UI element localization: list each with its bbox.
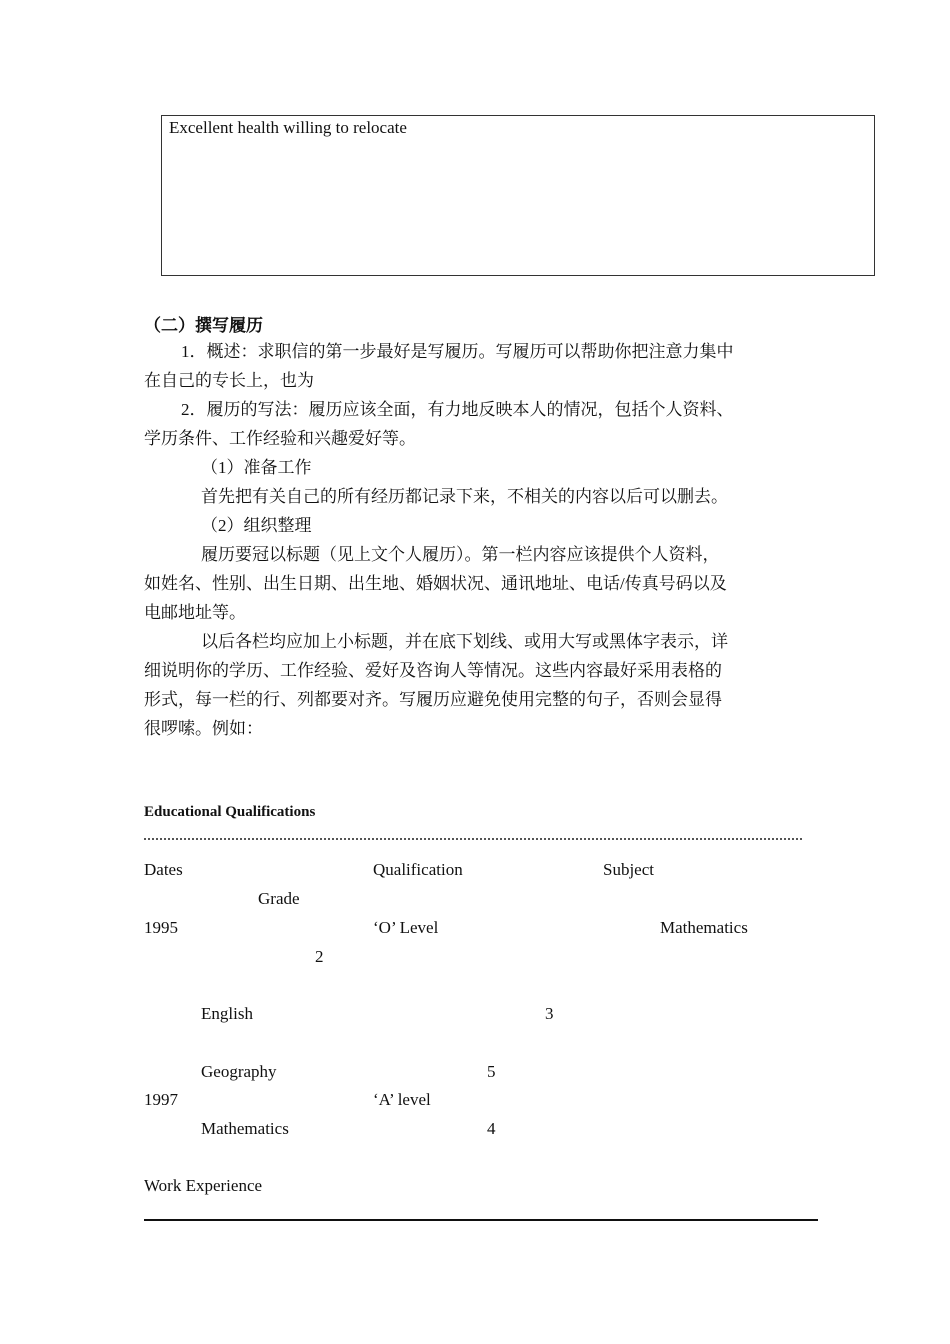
header-grade: Grade [258, 889, 300, 908]
subsection-2-title: （2）组织整理 [201, 516, 312, 535]
row-1-date: 1995 [144, 918, 178, 937]
box-text: Excellent health willing to relocate [169, 118, 407, 137]
skills-box [161, 115, 875, 276]
paragraph-4-line-3: 形式，每一栏的行、列都要对齐。写履历应避免使用完整的句子，否则会显得 [144, 690, 722, 709]
header-subject: Subject [603, 860, 654, 879]
row-2-grade: 3 [545, 1004, 554, 1023]
education-divider [144, 838, 802, 840]
row-3-grade: 5 [487, 1062, 496, 1081]
paragraph-3-line-2: 如姓名、性别、出生日期、出生地、婚姻状况、通讯地址、电话/传真号码以及 [144, 574, 727, 593]
paragraph-2-line-2: 学历条件、工作经验和兴趣爱好等。 [144, 429, 416, 448]
row-1-qualification: ‘O’ Level [373, 918, 439, 937]
header-qualification: Qualification [373, 860, 463, 879]
header-dates: Dates [144, 860, 183, 879]
row-4-date: 1997 [144, 1090, 178, 1109]
paragraph-4-line-2: 细说明你的学历、工作经验、爱好及咨询人等情况。这些内容最好采用表格的 [144, 661, 722, 680]
paragraph-4-line-1: 以后各栏均应加上小标题，并在底下划线、或用大写或黑体字表示，详 [201, 632, 728, 651]
row-4-grade: 4 [487, 1119, 496, 1138]
row-2-subject: English [201, 1004, 253, 1023]
education-title: Educational Qualifications [144, 804, 316, 820]
row-3-subject: Geography [201, 1062, 277, 1081]
subsection-1-title: （1）准备工作 [201, 458, 312, 477]
section-heading: （二）撰写履历 [144, 316, 263, 335]
work-experience-title: Work Experience [144, 1176, 263, 1195]
row-4-subject: Mathematics [201, 1119, 289, 1138]
paragraph-2-line-1: 2．履历的写法：履历应该全面，有力地反映本人的情况，包括个人资料、 [181, 400, 734, 419]
paragraph-4-line-4: 很啰嗦。例如： [144, 719, 263, 738]
subsection-1-text: 首先把有关自己的所有经历都记录下来，不相关的内容以后可以删去。 [201, 487, 728, 506]
paragraph-1-line-1: 1．概述：求职信的第一步最好是写履历。写履历可以帮助你把注意力集中 [181, 342, 734, 361]
row-1-grade: 2 [315, 947, 324, 966]
paragraph-3-line-3: 电邮地址等。 [144, 603, 246, 622]
row-4-qualification: ‘A’ level [373, 1090, 431, 1109]
work-experience-divider [144, 1219, 818, 1221]
row-1-subject: Mathematics [660, 918, 748, 937]
paragraph-3-line-1: 履历要冠以标题（见上文个人履历）。第一栏内容应该提供个人资料， [201, 545, 720, 564]
paragraph-1-line-2: 在自己的专长上，也为 [144, 371, 314, 390]
